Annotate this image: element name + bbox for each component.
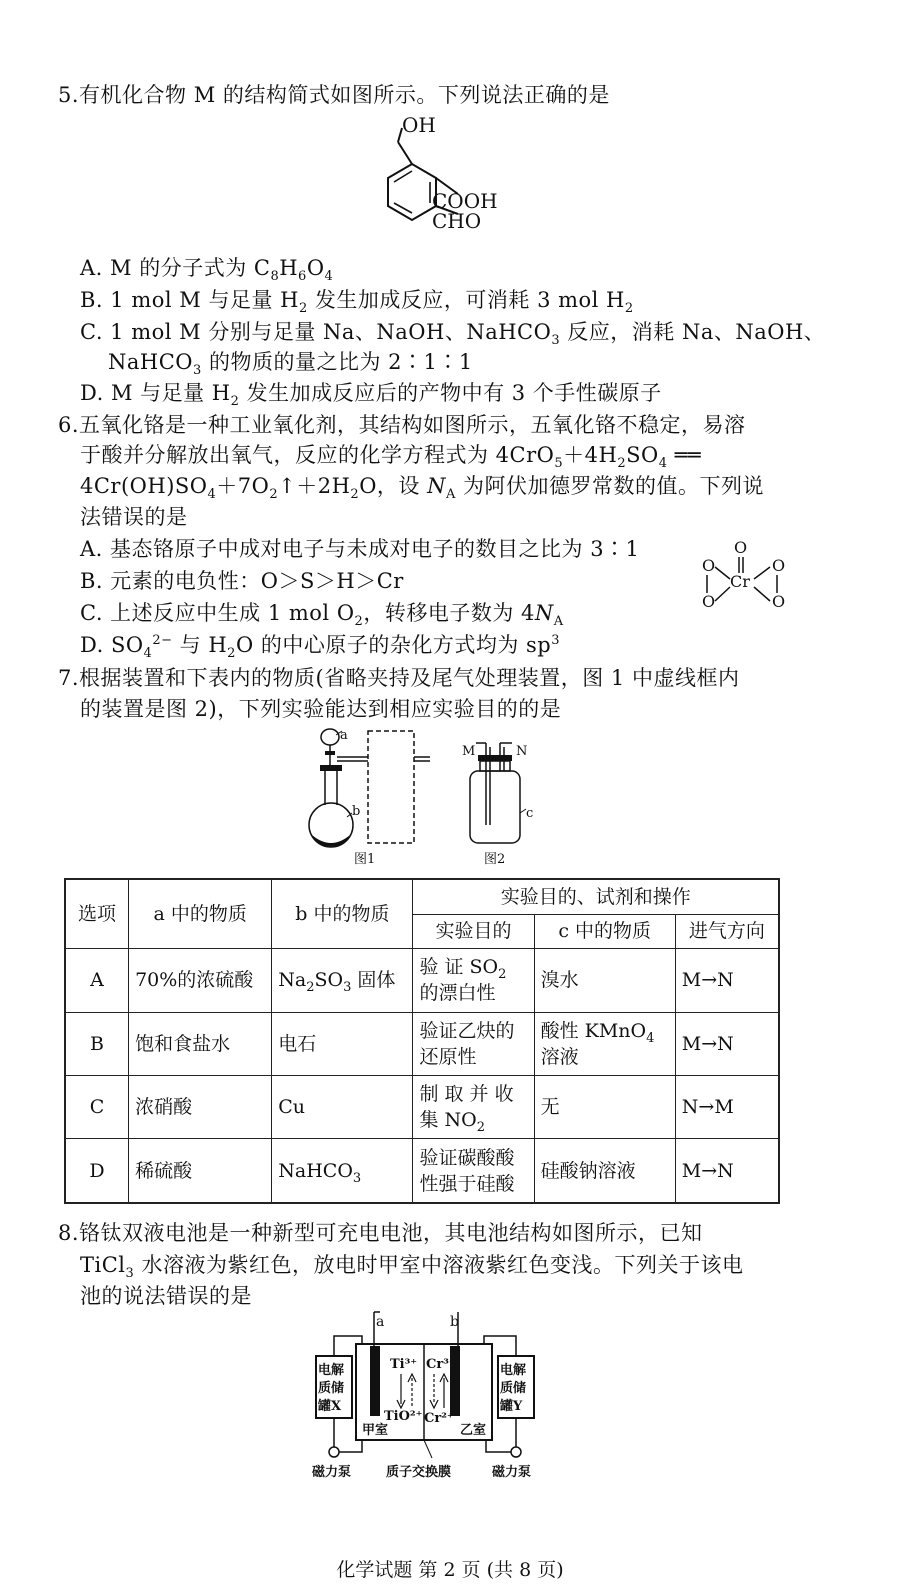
q6-stem-3: $4Cr(OH)SO_4+7O_2↑+2H_2O$，设 $N_A$ 为阿伏加德罗常数的值。下列说: [80, 474, 765, 503]
svg-text:TiO²⁺: TiO²⁺: [384, 1409, 423, 1424]
svg-text:磁力泵: 磁力泵: [492, 1465, 532, 1480]
svg-text:b: b: [450, 1314, 459, 1330]
q6-option-a: A. 基态铬原子中成对电子与未成对电子的数目之比为 3∶1: [80, 537, 640, 561]
q6-stem-2: 于酸并分解放出氧气，反应的化学方程式为 $4CrO_5+4H_2SO_4$ ══: [80, 443, 701, 472]
q8-stem-3: 池的说法错误的是: [80, 1284, 252, 1308]
svg-text:a: a: [340, 728, 348, 743]
q8-stem-1: 8.铬钛双液电池是一种新型可充电电池，其电池结构如图所示，已知: [58, 1221, 703, 1245]
svg-text:Cr: Cr: [730, 572, 750, 591]
table-row: D 稀硫酸 NaHCO$_3$ 验证碳酸酸 性强于硅酸 硅酸钠溶液 M→N: [65, 1139, 779, 1203]
svg-text:罐X: 罐X: [318, 1399, 342, 1414]
svg-text:O: O: [734, 538, 748, 557]
header-c: c 中的物质: [534, 914, 675, 949]
svg-text:罐Y: 罐Y: [500, 1399, 523, 1414]
q7-stem-2: 的装置是图 2)，下列实验能达到相应实验目的的是: [80, 697, 562, 721]
q6-stem-4: 法错误的是: [80, 505, 188, 529]
q6-stem-1: 6.五氧化铬是一种工业氧化剂，其结构如图所示，五氧化铬不稳定，易溶: [58, 413, 746, 437]
svg-text:Cr³⁺: Cr³⁺: [426, 1357, 456, 1372]
q5-structure: [340, 108, 540, 248]
q5-stem: 5.有机化合物 M 的结构简式如图所示。下列说法正确的是: [58, 83, 610, 107]
q5-option-a: A. M 的分子式为 $C_8H_6O_4$: [80, 256, 334, 285]
header-purpose: 实验目的: [413, 914, 534, 949]
svg-text:质子交换膜: 质子交换膜: [386, 1465, 452, 1480]
oh-label: OH: [402, 113, 436, 137]
svg-text:a: a: [376, 1314, 385, 1330]
header-b: b 中的物质: [272, 879, 413, 949]
svg-text:甲室: 甲室: [362, 1423, 389, 1438]
svg-text:O: O: [702, 556, 716, 575]
svg-text:O: O: [702, 592, 716, 611]
header-group: 实验目的、试剂和操作: [413, 879, 779, 914]
header-option: 选项: [65, 879, 129, 949]
svg-text:电解: 电解: [318, 1363, 345, 1378]
svg-text:质储: 质储: [318, 1381, 345, 1396]
svg-text:b: b: [352, 804, 361, 819]
svg-text:电解: 电解: [500, 1363, 527, 1378]
fig2-label: 图2: [484, 852, 506, 867]
svg-text:质储: 质储: [500, 1381, 527, 1396]
cooh-label: COOH: [432, 189, 498, 213]
q7-table: [64, 878, 780, 1204]
q7-apparatus-figure: [290, 725, 550, 870]
fig1-label: 图1: [354, 852, 376, 867]
svg-text:c: c: [526, 806, 534, 821]
svg-text:O: O: [772, 592, 786, 611]
svg-text:Cr²⁺: Cr²⁺: [424, 1411, 454, 1426]
svg-text:磁力泵: 磁力泵: [312, 1465, 352, 1480]
svg-text:乙室: 乙室: [460, 1423, 487, 1438]
header-direction: 进气方向: [675, 914, 779, 949]
table-row: A 70%的浓硫酸 $Na_2SO_3$ 固体 验 证 $SO_2$ 的漂白性 溴水 M→N: [65, 949, 779, 1012]
q6-option-d: D. $SO_4^{2-}$ 与 $H_2O$ 的中心原子的杂化方式均为 $sp^3$: [80, 633, 561, 662]
q5-option-c1: C. 1 mol M 分别与足量 Na、NaOH、NaHCO$_3$ 反应，消耗 Na、NaOH、: [80, 320, 826, 349]
cho-label: CHO: [432, 209, 482, 233]
q5-option-d: D. M 与足量 $H_2$ 发生加成反应后的产物中有 3 个手性碳原子: [80, 381, 662, 410]
svg-text:N: N: [516, 744, 528, 759]
svg-text:Ti³⁺: Ti³⁺: [390, 1357, 418, 1372]
q6-option-b: B. 元素的电负性：O＞S＞H＞Cr: [80, 569, 404, 593]
q6-option-c: C. 上述反应中生成 1 mol $O_2$，转移电子数为 $4N_A$: [80, 601, 564, 630]
q5-option-c2: NaHCO$_3$ 的物质的量之比为 2∶1∶1: [108, 350, 473, 379]
table-row: C 浓硝酸 Cu 制 取 并 收 集 $NO_2$ 无 N→M: [65, 1075, 779, 1138]
header-a: a 中的物质: [129, 879, 272, 949]
svg-text:M: M: [462, 744, 476, 759]
page-footer: 化学试题 第 2 页 (共 8 页): [336, 1559, 564, 1581]
table-row: B 饱和食盐水 电石 验证乙炔的 还原性 酸性 KMnO$_4$ 溶液 M→N: [65, 1012, 779, 1075]
cro5-structure: [690, 535, 800, 615]
q5-option-b: B. 1 mol M 与足量 $H_2$ 发生加成反应，可消耗 3 mol $H_2$: [80, 288, 634, 317]
q8-stem-2: TiCl$_3$ 水溶液为紫红色，放电时甲室中溶液紫红色变浅。下列关于该电: [80, 1253, 744, 1282]
svg-text:O: O: [772, 556, 786, 575]
q8-battery-diagram: [300, 1308, 560, 1483]
q7-stem-1: 7.根据装置和下表内的物质(省略夹持及尾气处理装置，图 1 中虚线框内: [58, 666, 740, 690]
